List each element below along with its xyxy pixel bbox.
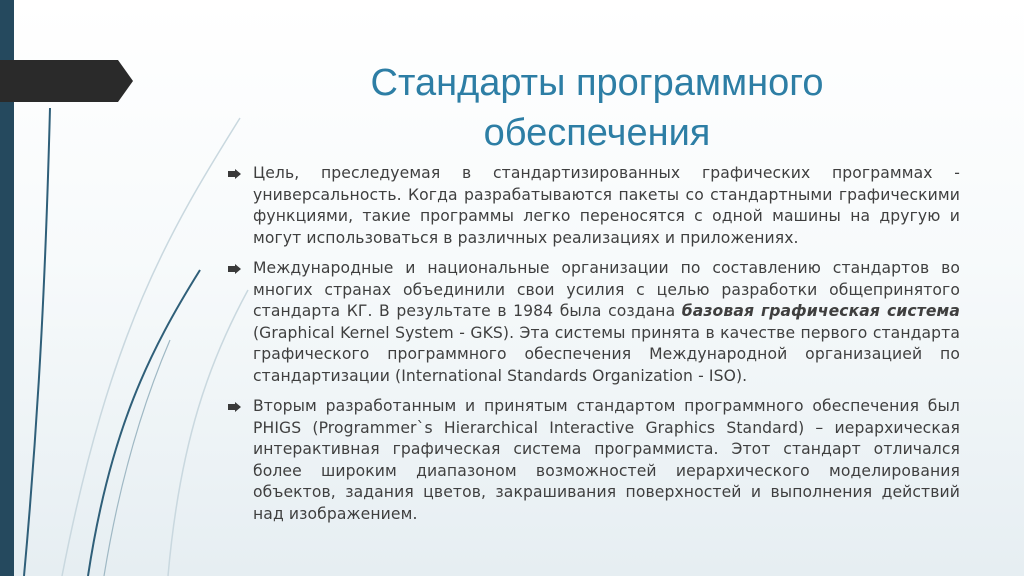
bullet-emphasis: базовая графическая система xyxy=(681,302,960,320)
slide-title: Стандарты программного обеспечения xyxy=(370,62,824,154)
bullet-text: Цель, преследуемая в стандартизированных графических программах - универсальность. Когда разрабатываются пакеты со стандартными графическими функциями, такие программы легко переносятся с одной машины на другую и могут использоваться в различных реализациях и приложениях. xyxy=(253,164,960,247)
slide-content xyxy=(228,163,960,534)
bullet-text-start: Международные и национальные организации по составлению стандартов во многих странах объединили свои усилия с целью разработки общепринятого стандарта КГ. В результате в 1984 была создана xyxy=(253,259,960,320)
bullet-text: Вторым разработанным и принятым стандартом программного обеспечения был PHIGS (Programmer`s Hierarchical Interactive Graphics Standard) – иерархическая интерактивная графическая система программиста. Этот стандарт отличался более широким диапазоном возможностей иерархического моделирования объектов, задания цветов, закрашивания поверхностей и выполнения действий над изображением. xyxy=(253,397,960,523)
arrow-tab-decoration xyxy=(0,60,133,102)
bullet-item-1 xyxy=(228,163,960,249)
arrow-bullet-icon xyxy=(228,169,241,179)
arrow-bullet-icon xyxy=(228,402,241,412)
bullet-item-3 xyxy=(228,396,960,525)
bullet-item-2 xyxy=(228,258,960,387)
bullet-text-end: (Graphical Kernel System - GKS). Эта системы принята в качестве первого стандарта графического программного обеспечения Международной организацией по стандартизации (International Standards Organization - ISO). xyxy=(253,323,960,385)
arrow-bullet-icon xyxy=(228,264,241,274)
